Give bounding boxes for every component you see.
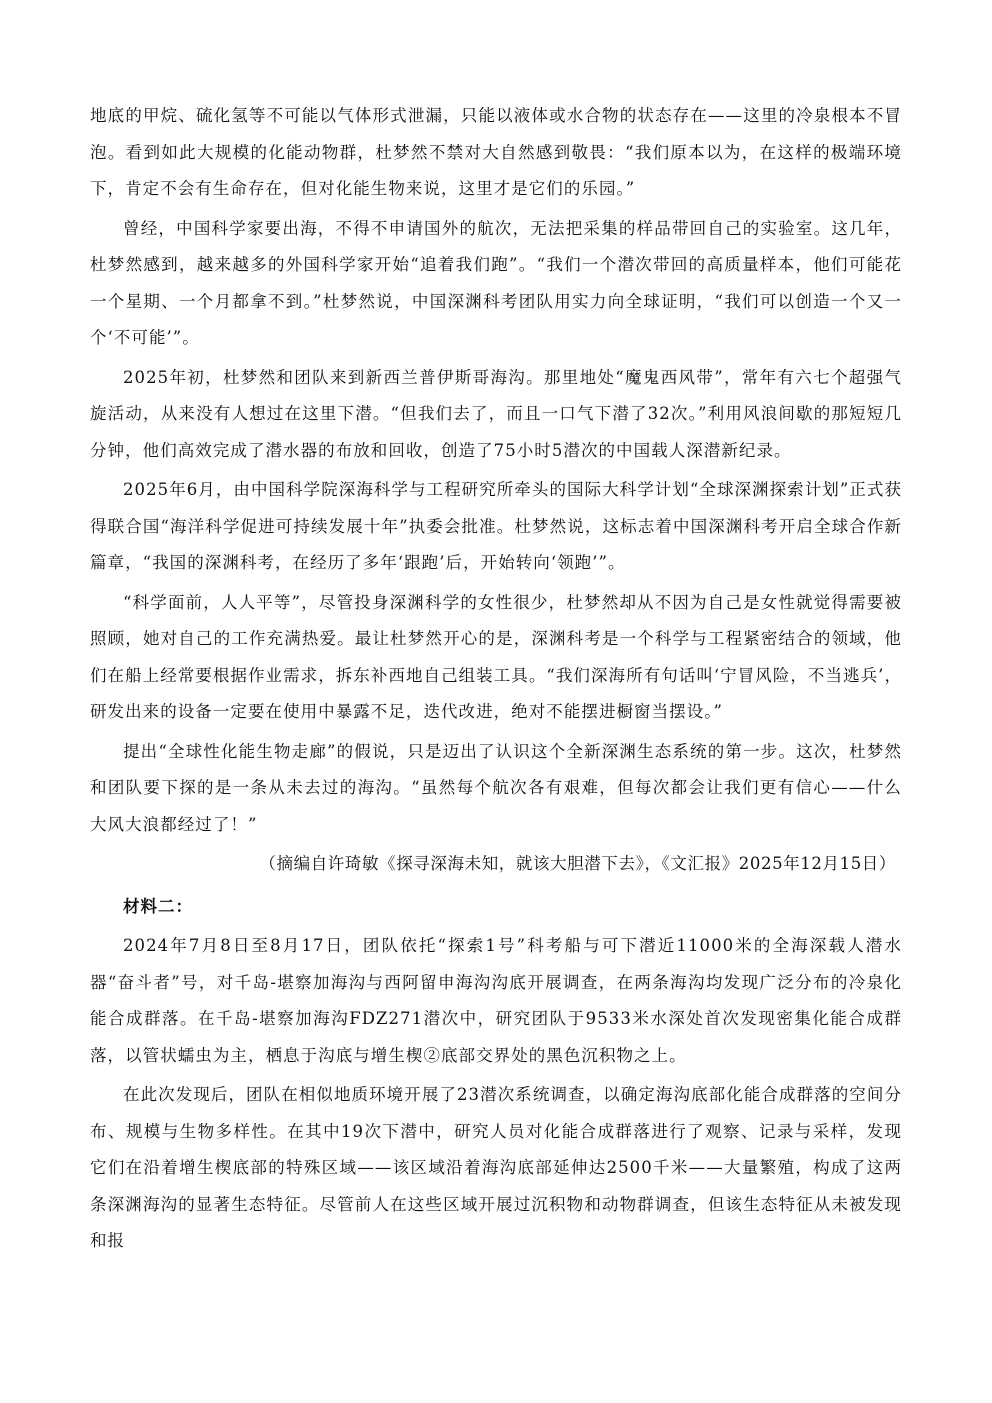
- paragraph-8: 在此次发现后，团队在相似地质环境开展了23潜次系统调查，以确定海沟底部化能合成群落的空间分布、规模与生物多样性。在其中19次下潜中，研究人员对化能合成群落进行了观察、记录与采样，发现它们在沿着增生楔底部的特殊区域——该区域沿着海沟底部延伸达2500千米——大量繁殖，构成了这两条深渊海沟的显著生态特征。尽管前人在这些区域开展过沉积物和动物群调查，但该生态特征从未被发现和报: [90, 1085, 902, 1250]
- paragraph-6: 提出“全球性化能生物走廊”的假说，只是迈出了认识这个全新深渊生态系统的第一步。这次，杜梦然和团队要下探的是一条从未去过的海沟。“虽然每个航次各有艰难，但每次都会让我们更有信心——什么大风大浪都经过了！”: [90, 741, 902, 834]
- paragraph-1: 地底的甲烷、硫化氢等不可能以气体形式泄漏，只能以液体或水合物的状态存在——这里的冷泉根本不冒泡。看到如此大规模的化能动物群，杜梦然不禁对大自然感到敬畏：“我们原本以为，在这样的极端环境下，肯定不会有生命存在，但对化能生物来说，这里才是它们的乐园。”: [90, 106, 902, 198]
- source-citation: （摘编自许琦敏《探寻深海未知，就该大胆潜下去》，《文汇报》2025年12月15日）: [259, 854, 896, 873]
- section-heading-material-2: 材料二：: [123, 896, 193, 916]
- paragraph-7: 2024年7月8日至8月17日，团队依托“探索1号”科考船与可下潜近11000米的全海深载人潜水器“奋斗者”号，对千岛-堪察加海沟与西阿留申海沟沟底开展调查，在两条海沟均发现广泛分布的冷泉化能合成群落。在千岛-堪察加海沟FDZ271潜次中，研究团队于9533米水深处首次发现密集化能合成群落，以管状蠕虫为主，栖息于沟底与增生楔②底部交界处的黑色沉积物之上。: [90, 936, 902, 1065]
- paragraph-3: 2025年初，杜梦然和团队来到新西兰普伊斯哥海沟。那里地处“魔鬼西风带”，常年有六七个超强气旋活动，从来没有人想过在这里下潜。“但我们去了，而且一口气下潜了32次。”利用风浪间歇的那短短几分钟，他们高效完成了潜水器的布放和回收，创造了75小时5潜次的中国载人深潜新纪录。: [90, 367, 902, 460]
- document-page: [90, 98, 902, 1263]
- paragraph-2: 曾经，中国科学家要出海，不得不申请国外的航次，无法把采集的样品带回自己的实验室。这几年，杜梦然感到，越来越多的外国科学家开始“追着我们跑”。“我们一个潜次带回的高质量样本，他们可能花一个星期、一个月都拿不到。”杜梦然说，中国深渊科考团队用实力向全球证明，“我们可以创造一个又一个‘不可能’”。: [90, 218, 902, 347]
- paragraph-4: 2025年6月，由中国科学院深海科学与工程研究所牵头的国际大科学计划“全球深渊探索计划”正式获得联合国“海洋科学促进可持续发展十年”执委会批准。杜梦然说，这标志着中国深渊科考开启全球合作新篇章，“我国的深渊科考，在经历了多年‘跟跑’后，开始转向‘领跑’”。: [90, 480, 902, 572]
- paragraph-5: “科学面前，人人平等”，尽管投身深渊科学的女性很少，杜梦然却从不因为自己是女性就觉得需要被照顾，她对自己的工作充满热爱。最让杜梦然开心的是，深渊科考是一个科学与工程紧密结合的领域，他们在船上经常要根据作业需求，拆东补西地自己组装工具。“我们深海所有句话叫‘宁冒风险，不当逃兵’，研发出来的设备一定要在使用中暴露不足，迭代改进，绝对不能摆进橱窗当摆设。”: [90, 592, 902, 721]
